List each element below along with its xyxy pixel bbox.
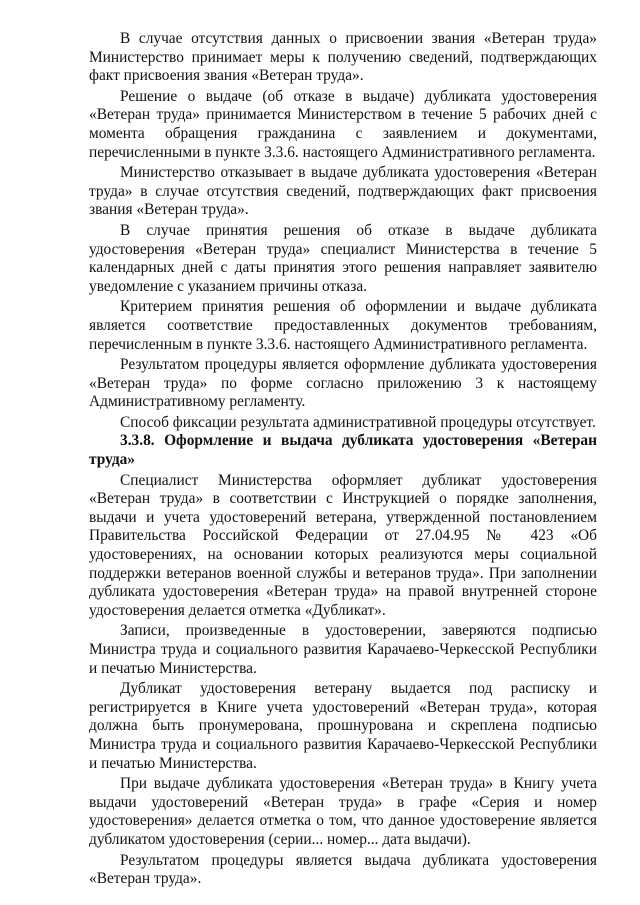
paragraph-final-result: Результатом процедуры является выдача дубликата удостоверения «Ветеран труда». [89,851,597,888]
paragraph-entries-certification: Записи, произведенные в удостоверении, заверяются подписью Министра труда и социального развития Карачаево-Черкесской Республики и печатью Министерства. [89,622,597,677]
paragraph-procedure-result: Результатом процедуры является оформление дубликата удостоверения «Ветеран труда» по форме согласно приложению 3 к настоящему Административному регламенту. [89,356,597,411]
paragraph-refusal-notice: В случае принятия решения об отказе в выдаче дубликата удостоверения «Ветеран труда» специалист Министерства в течение 5 календарных дней с даты принятия этого решения направляет заявителю уведомление с указанием причины отказа. [89,221,597,295]
paragraph-issuance-registration: Дубликат удостоверения ветерану выдается под расписку и регистрируется в Книге учета удостоверений «Ветеран труда», которая должна быть пронумерована, прошнурована и скреплена подписью Министра труда и социального развития Карачаево-Черкесской Республики и печатью Министерства. [89,680,597,772]
paragraph-refusal-grounds: Министерство отказывает в выдаче дубликата удостоверения «Ветеран труда» в случае отсутствия сведений, подтверждающих факт присвоения звания «Ветеран труда». [89,164,597,219]
paragraph-duplicate-decision: Решение о выдаче (об отказе в выдаче) дубликата удостоверения «Ветеран труда» принимается Министерством в течение 5 рабочих дней с момента обращения гражданина с заявлением и документами, перечисленными в пункте 3.3.6. настоящего Административного регламента. [89,87,597,161]
section-heading-3-3-8: 3.3.8. Оформление и выдача дубликата удостоверения «Ветеран труда» [89,432,597,469]
document-page [89,30,597,889]
paragraph-duplicate-preparation: Специалист Министерства оформляет дубликат удостоверения «Ветеран труда» в соответствии с Инструкцией о порядке заполнения, выдачи и учета удостоверений ветерана, утвержденной постановлением Правительства Российской Федерации от 27.04.95 № 423 «Об удостоверениях, на основании которых реализуются меры социальной поддержки ветеранов военной службы и ветеранов труда». При заполнении дубликата удостоверения «Ветеран труда» на правой внутренней стороне удостоверения делается отметка «Дубликат». [89,471,597,619]
paragraph-registry-marking: При выдаче дубликата удостоверения «Ветеран труда» в Книгу учета выдачи удостоверений «Ветеран труда» в графе «Серия и номер удостоверения» делается отметка о том, что данное удостоверение является дубликатом удостоверения (серии... номер... дата выдачи). [89,775,597,848]
paragraph-decision-criterion: Критерием принятия решения об оформлении и выдаче дубликата является соответствие предоставленных документов требованиям, перечисленным в пункте 3.3.6. настоящего Административного регламента. [89,298,597,353]
paragraph-fixation-method: Способ фиксации результата административной процедуры отсутствует. [120,413,596,431]
paragraph-missing-title-data: В случае отсутствия данных о присвоении звания «Ветеран труда» Министерство принимает меры к получению сведений, подтверждающих факт присвоения звания «Ветеран труда». [89,30,597,85]
